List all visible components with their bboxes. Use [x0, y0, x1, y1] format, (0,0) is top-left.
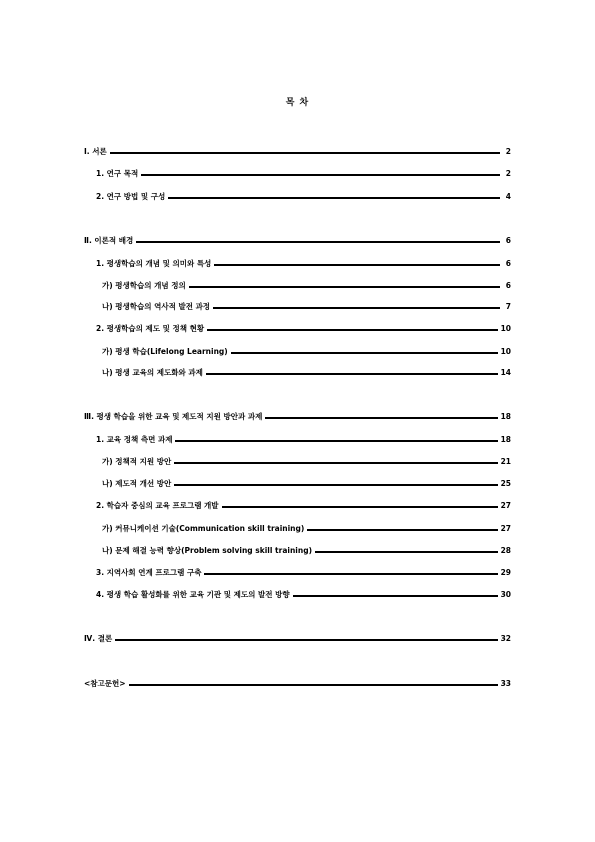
- toc-entry[interactable]: [84, 411, 511, 423]
- dot-leader: [307, 529, 497, 531]
- toc-entry-label: 2. 연구 방법 및 구성: [96, 192, 166, 201]
- dot-leader: [222, 506, 498, 508]
- toc-entry-page: 6: [505, 236, 511, 245]
- toc-entry[interactable]: [84, 633, 511, 645]
- toc-entry-page: 4: [505, 192, 511, 201]
- dot-leader: [293, 595, 498, 597]
- toc-entry-page: 10: [500, 324, 511, 333]
- toc-entry[interactable]: [102, 280, 511, 292]
- toc-entry-label: 3. 지역사회 연계 프로그램 구축: [96, 568, 202, 577]
- toc-entry[interactable]: [96, 258, 511, 270]
- toc-entry-label: 가) 평생 학습(Lifelong Learning): [102, 347, 228, 356]
- toc-entry-page: 28: [500, 546, 511, 555]
- toc-entry-label: 나) 문제 해결 능력 향상(Problem solving skill training): [102, 546, 313, 555]
- dot-leader: [174, 484, 497, 486]
- dot-leader: [168, 197, 500, 199]
- dot-leader: [129, 684, 498, 686]
- toc-entry[interactable]: [84, 235, 511, 247]
- toc-entry-page: 18: [500, 412, 511, 421]
- toc-entry-page: 10: [500, 347, 511, 356]
- toc-entry-label: 나) 평생학습의 역사적 발전 과정: [102, 302, 211, 311]
- toc-entry-page: 6: [505, 281, 511, 290]
- dot-leader: [136, 241, 500, 243]
- toc-entry[interactable]: [102, 545, 511, 557]
- dot-leader: [207, 329, 498, 331]
- toc-entry-page: 33: [500, 679, 511, 688]
- toc-entry-label: Ⅳ. 결론: [84, 634, 113, 643]
- dot-leader: [206, 373, 498, 375]
- toc-entry-label: 가) 정책적 지원 방안: [102, 457, 172, 466]
- page-title: 목 차: [285, 98, 310, 108]
- toc-entry[interactable]: [102, 478, 511, 490]
- toc-entry[interactable]: [102, 456, 511, 468]
- toc-entry-page: 30: [500, 590, 511, 599]
- toc-entry-label: Ⅲ. 평생 학습을 위한 교육 및 제도적 지원 방안과 과제: [84, 412, 263, 421]
- dot-leader: [189, 286, 500, 288]
- toc-entry-page: 18: [500, 435, 511, 444]
- toc-entry-label: 나) 제도적 개선 방안: [102, 479, 172, 488]
- dot-leader: [213, 307, 500, 309]
- toc-entry[interactable]: [84, 678, 511, 690]
- toc-entry-page: 2: [505, 169, 511, 178]
- toc-entry-label: Ⅰ. 서론: [84, 147, 107, 156]
- toc-entry-label: 나) 평생 교육의 제도화와 과제: [102, 368, 203, 377]
- toc-entry-label: 가) 커뮤니케이션 기술(Communication skill training): [102, 524, 305, 533]
- toc-entry-page: 32: [500, 634, 511, 643]
- toc-entry-page: 2: [505, 147, 511, 156]
- toc-entry-page: 14: [500, 368, 511, 377]
- toc-entry[interactable]: [96, 168, 511, 180]
- toc-entry-label: <참고문헌>: [84, 679, 126, 688]
- toc-entry-label: 가) 평생학습의 개념 정의: [102, 281, 186, 290]
- dot-leader: [265, 417, 497, 419]
- toc-entry[interactable]: [84, 146, 511, 158]
- toc-entry[interactable]: [96, 589, 511, 601]
- dot-leader: [231, 352, 498, 354]
- dot-leader: [110, 152, 500, 154]
- dot-leader: [204, 573, 497, 575]
- toc-entry[interactable]: [102, 367, 511, 379]
- toc-entry-page: 27: [500, 501, 511, 510]
- toc-entry-page: 25: [500, 479, 511, 488]
- dot-leader: [315, 551, 498, 553]
- toc-entry-label: 2. 평생학습의 제도 및 정책 현황: [96, 324, 205, 333]
- dot-leader: [175, 440, 497, 442]
- toc-entry-label: 4. 평생 학습 활성화를 위한 교육 기관 및 제도의 발전 방향: [96, 590, 290, 599]
- toc-entry[interactable]: [96, 323, 511, 335]
- toc-entry-label: 1. 연구 목적: [96, 169, 139, 178]
- toc-entry[interactable]: [96, 434, 511, 446]
- toc-entry[interactable]: [96, 567, 511, 579]
- toc-entry[interactable]: [96, 500, 511, 512]
- toc-entry-label: Ⅱ. 이론적 배경: [84, 236, 134, 245]
- toc-entry-page: 7: [505, 302, 511, 311]
- toc-entry-page: 29: [500, 568, 511, 577]
- toc-entry[interactable]: [102, 346, 511, 358]
- toc-entry-label: 1. 교육 정책 측면 과제: [96, 435, 173, 444]
- toc-entry-label: 2. 학습자 중심의 교육 프로그램 개발: [96, 501, 219, 510]
- dot-leader: [141, 174, 500, 176]
- toc-entry-label: 1. 평생학습의 개념 및 의미와 특성: [96, 259, 212, 268]
- dot-leader: [214, 264, 500, 266]
- dot-leader: [115, 639, 497, 641]
- toc-entry-page: 6: [505, 259, 511, 268]
- toc-entry-page: 27: [500, 524, 511, 533]
- toc-entry[interactable]: [96, 191, 511, 203]
- dot-leader: [174, 462, 497, 464]
- toc-entry-page: 21: [500, 457, 511, 466]
- toc-entry[interactable]: [102, 301, 511, 313]
- toc-entry[interactable]: [102, 523, 511, 535]
